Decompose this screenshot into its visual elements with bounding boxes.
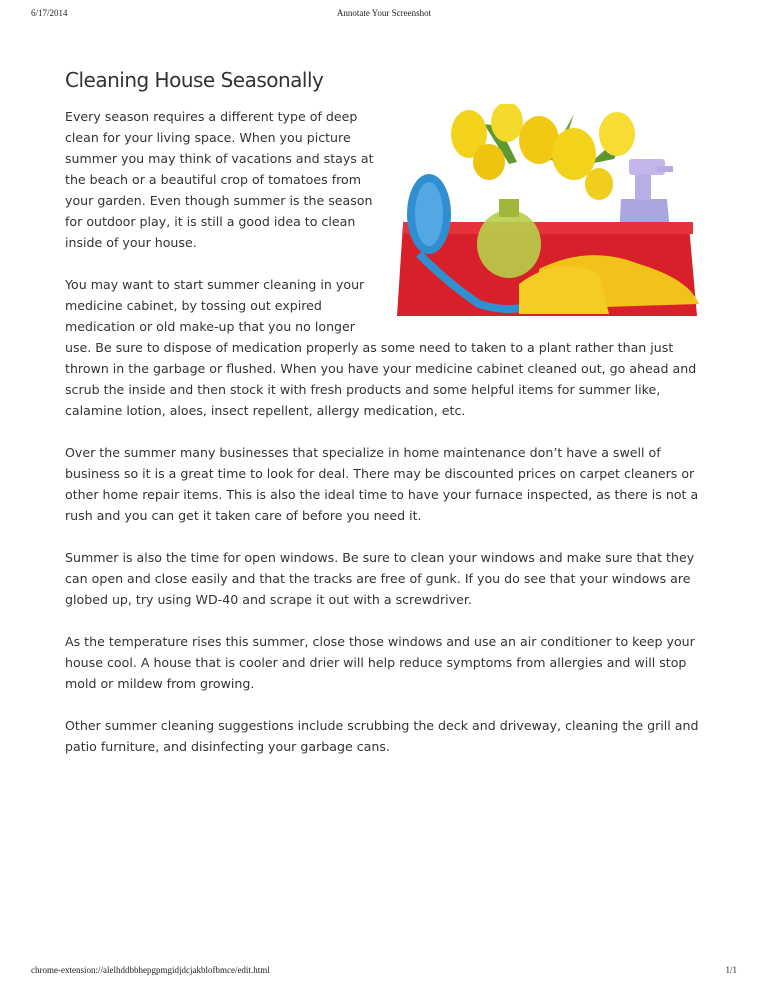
article <box>65 66 705 778</box>
print-date: 6/17/2014 <box>31 8 68 18</box>
paragraph-6: Other summer cleaning suggestions include scrubbing the deck and driveway, cleaning the grill and patio furniture, and disinfecting your garbage cans. <box>65 718 699 754</box>
print-footer <box>0 965 768 979</box>
paragraph-1: Every season requires a different type of deep clean for your living space. When you picture summer you may think of vacations and stays at the beach or a beautiful crop of tomatoes from your garden. Even though summer is the season for outdoor play, it is still a good idea to clean inside of your house. <box>65 109 374 250</box>
paragraph-3: Over the summer many businesses that specialize in home maintenance don’t have a swell of business so it is a great time to look for deal. There may be discounted prices on carpet cleaners or other home repair items. This is also the ideal time to have your furnace inspected, as there is not a rush and you can get it taken care of before you need it. <box>65 445 699 523</box>
print-header <box>0 8 768 22</box>
paragraph-4: Summer is also the time for open windows. Be sure to clean your windows and make sure that they can open and close easily and that the tracks are free of gunk. If you do see that your windows are globed up, try using WD-40 and scrape it out with a screwdriver. <box>65 550 695 607</box>
page-number: 1/1 <box>725 965 737 975</box>
cleaning-supplies-photo <box>389 104 705 316</box>
cleaning-supplies-illustration <box>389 104 705 316</box>
paragraph-5: As the temperature rises this summer, close those windows and use an air conditioner to keep your house cool. A house that is cooler and drier will help reduce symptoms from allergies and will stop mold or mildew from growing. <box>65 634 695 691</box>
print-url: chrome-extension://alelhddbbhepgpmgidjdcjakblofbmce/edit.html <box>31 965 270 975</box>
paragraph-2: You may want to start summer cleaning in your medicine cabinet, by tossing out expired medication or old make-up that you no longer use. Be sure to dispose of medication properly as some need to taken to a plant rather than just thrown in the garbage or flushed. When you have your medicine cabinet cleaned out, go ahead and scrub the inside and then stock it with fresh products and some helpful items for summer like, calamine lotion, aloes, insect repellent, allergy medication, etc. <box>65 277 697 418</box>
article-title: Cleaning House Seasonally <box>65 68 324 92</box>
print-title: Annotate Your Screenshot <box>336 8 432 18</box>
